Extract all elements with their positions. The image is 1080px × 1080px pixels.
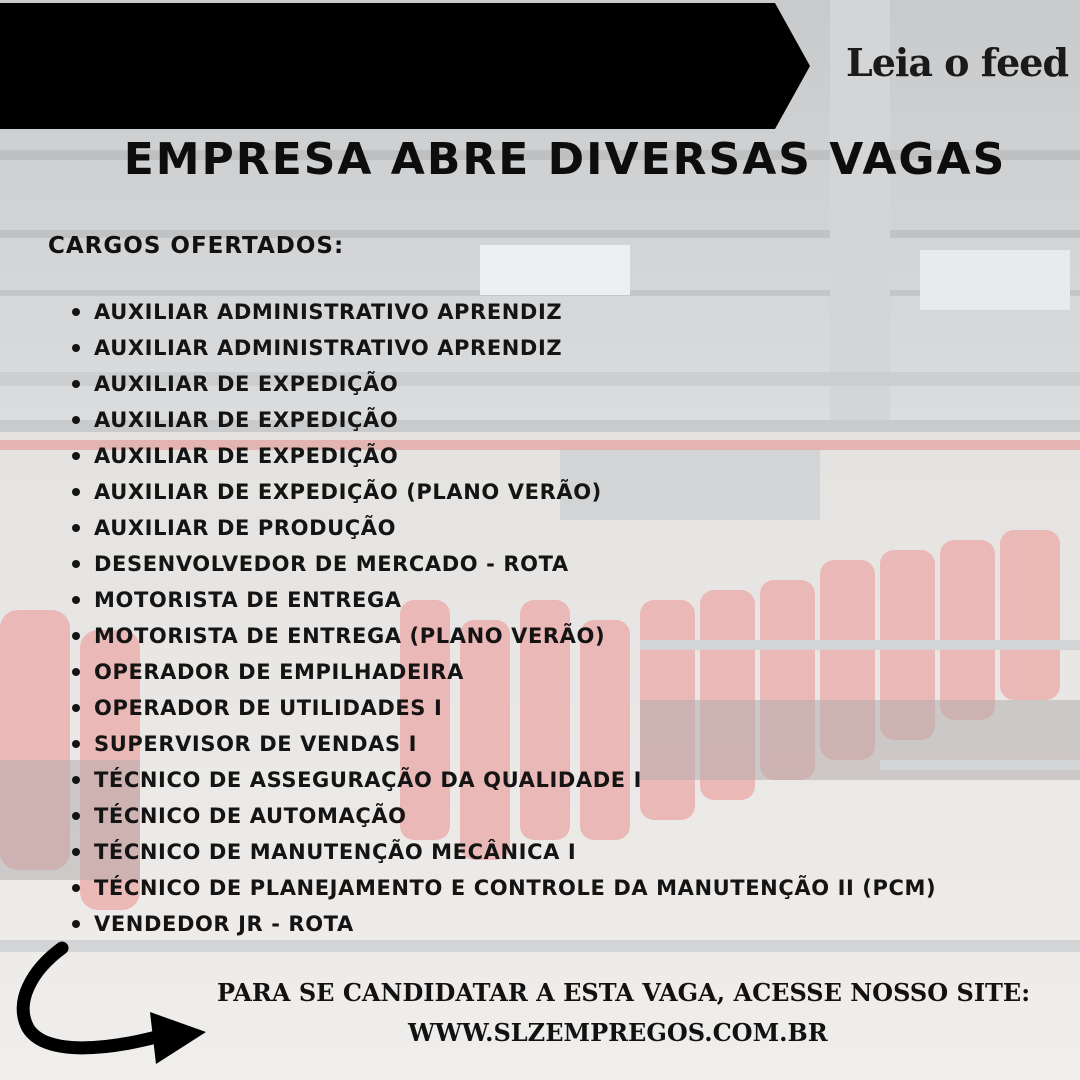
bullet-dot-icon [72, 416, 80, 424]
bullet-dot-icon [72, 596, 80, 604]
job-title: AUXILIAR ADMINISTRATIVO APRENDIZ [94, 336, 563, 360]
list-item [68, 438, 936, 474]
job-title: OPERADOR DE UTILIDADES I [94, 696, 443, 720]
bullet-dot-icon [72, 884, 80, 892]
list-item [68, 654, 936, 690]
job-title: SUPERVISOR DE VENDAS I [94, 732, 418, 756]
list-item [68, 330, 936, 366]
bullet-dot-icon [72, 524, 80, 532]
list-item [68, 582, 936, 618]
job-title: MOTORISTA DE ENTREGA [94, 588, 402, 612]
bullet-dot-icon [72, 812, 80, 820]
bullet-dot-icon [72, 740, 80, 748]
bullet-dot-icon [72, 380, 80, 388]
bullet-dot-icon [72, 668, 80, 676]
feed-label: Leia o feed [846, 40, 1069, 85]
curved-arrow-icon [10, 940, 220, 1080]
bullet-dot-icon [72, 344, 80, 352]
job-title: AUXILIAR DE EXPEDIÇÃO [94, 444, 399, 468]
job-title: VENDEDOR JR - ROTA [94, 912, 354, 936]
list-item [68, 834, 936, 870]
job-title: AUXILIAR ADMINISTRATIVO APRENDIZ [94, 300, 563, 324]
bullet-dot-icon [72, 776, 80, 784]
job-title: TÉCNICO DE PLANEJAMENTO E CONTROLE DA MANUTENÇÃO II (PCM) [94, 876, 937, 900]
list-item [68, 402, 936, 438]
list-heading: CARGOS OFERTADOS: [48, 233, 345, 259]
job-list [68, 294, 936, 942]
bullet-dot-icon [72, 452, 80, 460]
list-item [68, 798, 936, 834]
website-link[interactable]: WWW.SLZEMPREGOS.COM.BR [408, 1018, 828, 1047]
list-item [68, 294, 936, 330]
job-title: MOTORISTA DE ENTREGA (PLANO VERÃO) [94, 624, 606, 648]
list-item [68, 474, 936, 510]
job-title: AUXILIAR DE EXPEDIÇÃO [94, 408, 399, 432]
cta-text: PARA SE CANDIDATAR A ESTA VAGA, ACESSE NOSSO SITE: [217, 978, 1031, 1007]
bullet-dot-icon [72, 920, 80, 928]
job-title: AUXILIAR DE EXPEDIÇÃO [94, 372, 399, 396]
job-title: TÉCNICO DE ASSEGURAÇÃO DA QUALIDADE I [94, 768, 643, 792]
job-title: OPERADOR DE EMPILHADEIRA [94, 660, 464, 684]
job-title: AUXILIAR DE PRODUÇÃO [94, 516, 397, 540]
job-title: TÉCNICO DE AUTOMAÇÃO [94, 804, 407, 828]
headline: EMPRESA ABRE DIVERSAS VAGAS [123, 134, 1007, 185]
bullet-dot-icon [72, 848, 80, 856]
list-item [68, 762, 936, 798]
bullet-dot-icon [72, 560, 80, 568]
list-item [68, 510, 936, 546]
bullet-dot-icon [72, 488, 80, 496]
job-title: TÉCNICO DE MANUTENÇÃO MECÂNICA I [94, 840, 577, 864]
list-item [68, 906, 936, 942]
list-item [68, 618, 936, 654]
list-item [68, 690, 936, 726]
bullet-dot-icon [72, 704, 80, 712]
bullet-dot-icon [72, 308, 80, 316]
job-title: DESENVOLVEDOR DE MERCADO - ROTA [94, 552, 569, 576]
list-item [68, 366, 936, 402]
list-item [68, 726, 936, 762]
list-item [68, 870, 936, 906]
bullet-dot-icon [72, 632, 80, 640]
job-title: AUXILIAR DE EXPEDIÇÃO (PLANO VERÃO) [94, 480, 602, 504]
list-item [68, 546, 936, 582]
top-banner [0, 3, 810, 129]
